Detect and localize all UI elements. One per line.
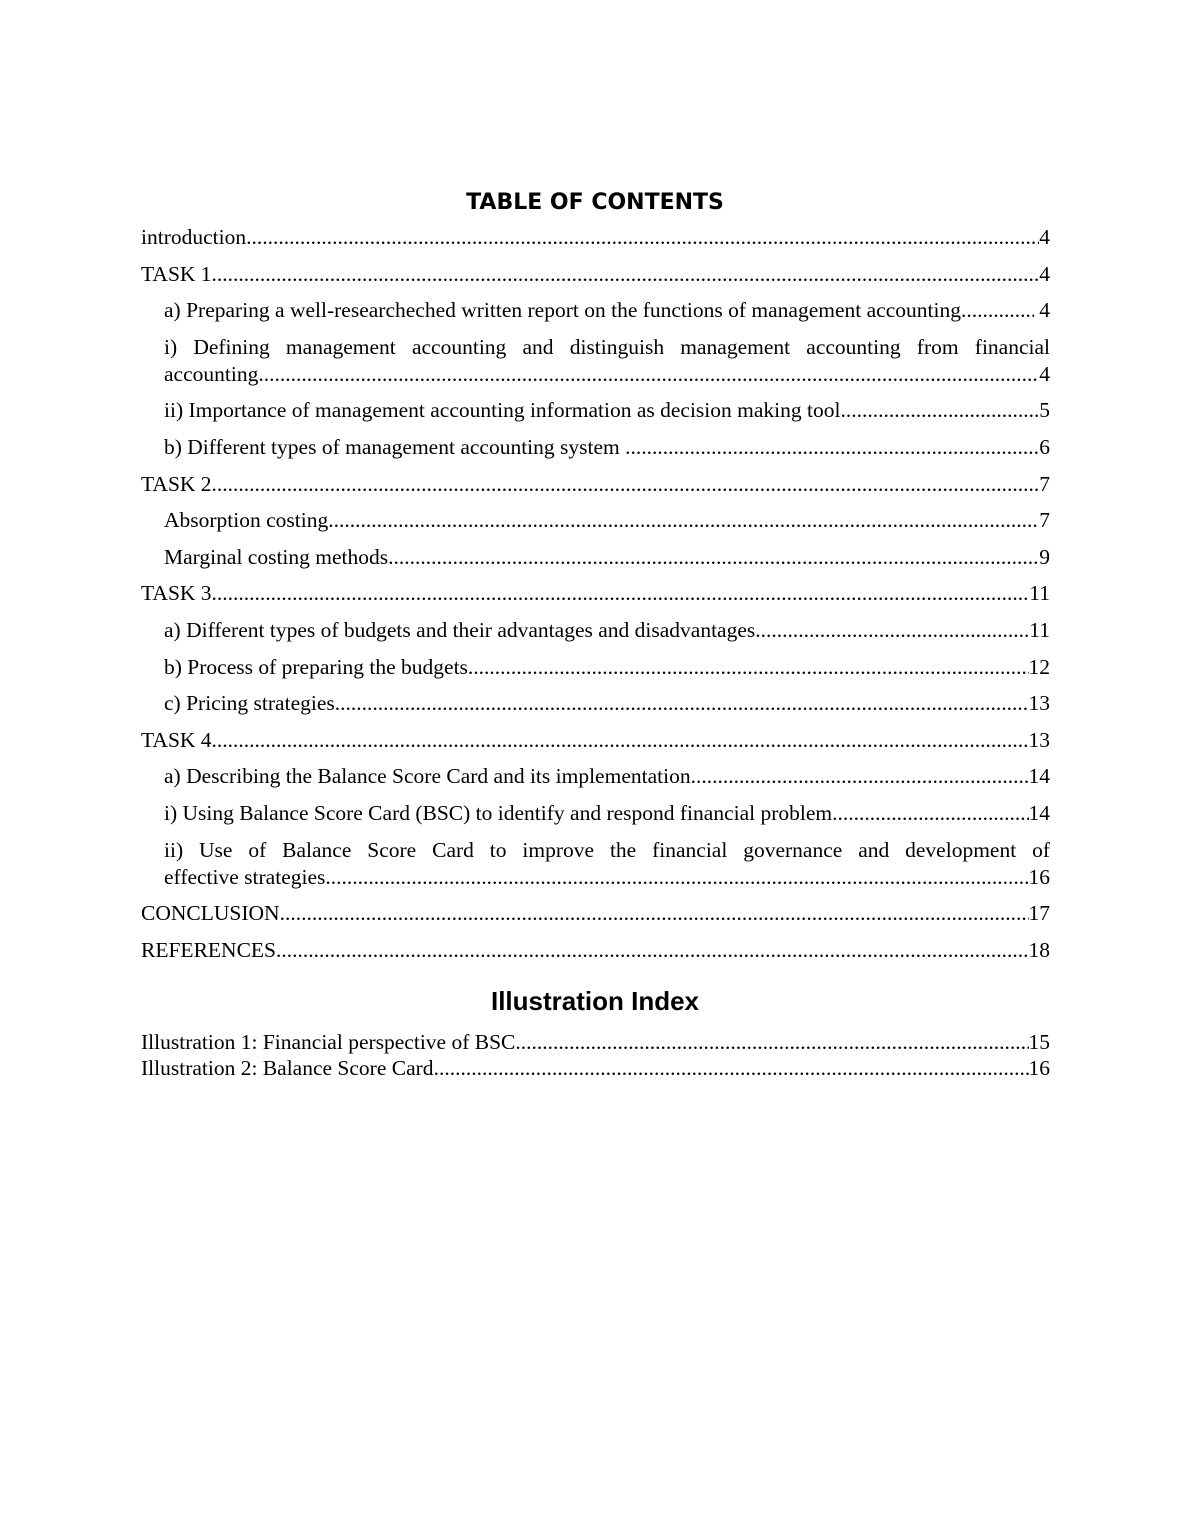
toc-entry-3b[interactable] bbox=[141, 654, 1050, 681]
toc-title: TABLE OF CONTENTS bbox=[466, 190, 724, 215]
toc-page-number: 4 bbox=[1039, 261, 1050, 286]
toc-entry-label: ii) Importance of management accounting information as decision making tool bbox=[164, 398, 841, 423]
dot-leader bbox=[325, 864, 1028, 891]
toc-entry-introduction[interactable] bbox=[141, 224, 1050, 251]
toc-page-number: 6 bbox=[1039, 434, 1050, 459]
toc-entry-label-line2: effective strategies bbox=[164, 864, 326, 889]
toc-entry-label: a) Different types of budgets and their advantages and disadvantages bbox=[164, 617, 756, 642]
toc-entry-label: c) Pricing strategies bbox=[164, 691, 335, 716]
dot-leader bbox=[258, 361, 1039, 388]
toc-entry-label: TASK 2 bbox=[141, 471, 212, 496]
dot-leader bbox=[691, 763, 1029, 790]
illustration-entry-label: Illustration 1: Financial perspective of BSC bbox=[141, 1030, 516, 1054]
toc-entry-label: b) Different types of management accounting system bbox=[164, 434, 626, 459]
dot-leader bbox=[832, 800, 1028, 827]
illustration-page-number: 15 bbox=[1028, 1030, 1050, 1054]
toc-page-number: 18 bbox=[1028, 937, 1050, 962]
toc-entry-label: i) Using Balance Score Card (BSC) to identify and respond financial problem bbox=[164, 800, 833, 825]
toc-page-number: 7 bbox=[1039, 508, 1050, 533]
toc-entry-1a-ii[interactable] bbox=[141, 397, 1050, 424]
dot-leader bbox=[468, 654, 1029, 681]
illustration-entry-label: Illustration 2: Balance Score Card bbox=[141, 1056, 434, 1080]
toc-page-number: 13 bbox=[1028, 727, 1050, 752]
dot-leader bbox=[212, 471, 1040, 498]
toc-entry-label-line2: accounting bbox=[164, 361, 259, 386]
dot-leader bbox=[840, 397, 1039, 424]
toc-entry-label-line1: i) Defining management accounting and distinguish management accounting from financial bbox=[164, 334, 1050, 359]
illustration-entry-1[interactable] bbox=[141, 1029, 1050, 1055]
dot-leader bbox=[335, 690, 1029, 717]
dot-leader bbox=[755, 617, 1029, 644]
toc-entry-4a-i[interactable] bbox=[141, 800, 1050, 827]
toc-page-number: 9 bbox=[1039, 544, 1050, 569]
toc-entry-label: b) Process of preparing the budgets bbox=[164, 654, 468, 679]
toc-page-number: 7 bbox=[1039, 471, 1050, 496]
toc-page-number: 13 bbox=[1028, 691, 1050, 716]
toc-page-number: 12 bbox=[1028, 654, 1050, 679]
toc-page-number: 17 bbox=[1028, 901, 1050, 926]
toc-entry-4a-ii[interactable] bbox=[141, 837, 1050, 891]
toc-entry-1b[interactable] bbox=[141, 434, 1050, 461]
table-of-contents bbox=[141, 224, 1050, 973]
illustration-entry-2[interactable] bbox=[141, 1055, 1050, 1081]
illustration-page-number: 16 bbox=[1028, 1056, 1050, 1080]
toc-page-number: 4 bbox=[1039, 361, 1050, 386]
toc-entry-absorption-costing[interactable] bbox=[141, 507, 1050, 534]
toc-entry-label: a) Preparing a well-researcheched written report on the functions of management accounting. bbox=[164, 298, 967, 323]
toc-page-number: 11 bbox=[1029, 581, 1050, 606]
toc-entry-3a[interactable] bbox=[141, 617, 1050, 644]
dot-leader bbox=[280, 900, 1029, 927]
dot-leader bbox=[212, 727, 1029, 754]
toc-page-number: 5 bbox=[1039, 398, 1050, 423]
toc-entry-label: TASK 3 bbox=[141, 581, 212, 606]
dot-leader bbox=[328, 507, 1039, 534]
toc-entry-1a-i[interactable] bbox=[141, 334, 1050, 388]
dot-leader bbox=[212, 261, 1040, 288]
toc-entry-3c[interactable] bbox=[141, 690, 1050, 717]
toc-entry-label: Absorption costing bbox=[164, 508, 329, 533]
dot-leader bbox=[434, 1055, 1029, 1081]
dot-leader bbox=[966, 297, 1034, 324]
toc-entry-label: Marginal costing methods bbox=[164, 544, 389, 569]
toc-entry-conclusion[interactable] bbox=[141, 900, 1050, 927]
toc-entry-1a[interactable] bbox=[141, 297, 1050, 324]
toc-entry-label-line1: ii) Use of Balance Score Card to improve the financial governance and development of bbox=[164, 837, 1050, 862]
dot-leader bbox=[388, 544, 1039, 571]
dot-leader bbox=[515, 1029, 1028, 1055]
toc-page-number: 14 bbox=[1028, 800, 1050, 825]
illustration-index-title: Illustration Index bbox=[490, 986, 700, 1016]
toc-entry-task-1[interactable] bbox=[141, 261, 1050, 288]
toc-entry-label: CONCLUSION bbox=[141, 901, 280, 926]
toc-entry-label: TASK 1 bbox=[141, 261, 212, 286]
toc-entry-label: a) Describing the Balance Score Card and its implementation bbox=[164, 764, 691, 789]
toc-page-number: 14 bbox=[1028, 764, 1050, 789]
dot-leader bbox=[212, 580, 1030, 607]
toc-page-number: 11 bbox=[1029, 617, 1050, 642]
toc-entry-label: REFERENCES bbox=[141, 937, 276, 962]
toc-entry-task-3[interactable] bbox=[141, 580, 1050, 607]
toc-entry-label: introduction bbox=[141, 225, 247, 249]
toc-entry-label: TASK 4 bbox=[141, 727, 212, 752]
toc-page-number: 16 bbox=[1028, 864, 1050, 889]
toc-page-number: 4 bbox=[1039, 298, 1050, 323]
dot-leader bbox=[276, 937, 1029, 964]
toc-entry-marginal-costing[interactable] bbox=[141, 544, 1050, 571]
dot-leader bbox=[625, 434, 1039, 461]
toc-entry-references[interactable] bbox=[141, 937, 1050, 964]
illustration-index bbox=[141, 1029, 1050, 1081]
toc-entry-task-2[interactable] bbox=[141, 471, 1050, 498]
dot-leader bbox=[246, 224, 1039, 251]
toc-page-number: 4 bbox=[1039, 225, 1050, 249]
toc-entry-task-4[interactable] bbox=[141, 727, 1050, 754]
toc-entry-4a[interactable] bbox=[141, 763, 1050, 790]
